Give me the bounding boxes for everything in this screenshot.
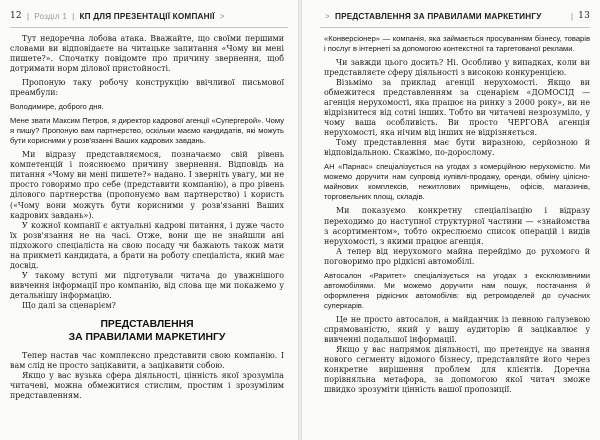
left-running-header (10, 6, 288, 26)
paragraph: Ми відразу представляємося, позначаємо свій рівень компетенцій і пояснюємо причину звернення. Відповідь на питання «Чому ви мені пишете?» надано. І зверніть увагу, ми не просто говоримо про себе (представити компанію), а про рівень ділового партнерства (пропонуємо вам партнерство) і користь («Чому вони можуть бути корисними у розв'язанні Ваших кадрових завдань»). (10, 150, 284, 220)
paragraph: Ми показуємо конкретну спеціалізацію і відразу переходимо до наступної структурної частини — «знайомства з асортиментом», тобто окреслюємо список операцій і видів нерухомості, з якими працює агенція. (324, 206, 590, 246)
paragraph: У такому вступі ми підготували читача до уважнішого вивчення інформації про компанію, від слова ще ми покажемо у детальнішу інформацію. (10, 270, 284, 300)
left-page-body (10, 34, 284, 401)
right-page-body (324, 34, 590, 395)
section-heading-line: ПРЕДСТАВЛЕННЯ (100, 319, 194, 331)
paragraph: А тепер від нерухомого майна перейдімо до рухомого й поговоримо про рідкісні автомобілі. (324, 246, 590, 266)
header-separator: | (26, 11, 30, 21)
paragraph: Якщо у вас вузька сфера діяльності, цінність якої зрозуміла читачеві, можна обмежитися стислим, простим і зрозумілим представленням. (10, 371, 284, 401)
paragraph: Що далі за сценарієм? (22, 300, 116, 310)
example-company-text: «Конверсіонер» — компанія, яка займається просуванням бізнесу, товарів і послуг в інтернеті за допомогою контекстної та таргетованої реклами. (324, 34, 590, 53)
example-letter-text: Мене звати Максим Петров, я директор кадрової агенції «Супергерой». Чому я пишу? Пропоную вам партнерство, оскільки маємо кандидатів, які можуть бути корисними у розв'язанні Ваших кадрових завдань. (10, 116, 284, 146)
paragraph: Тому представлення має бути виразною, серйозною й відповідальною. Скажімо, по-дорослому. (324, 138, 590, 158)
paragraph: Візьмімо за приклад агенції нерухомості. Якщо ви обмежитеся представленням за сценарієм «ДОМОСІД — агенція нерухомості, яка працює на ринку з 2000 року», ви не відрізнитеся від сотні інших. Тобто ви читачеві незрозуміло, у чому ваша особливість. Ви просто ЧЕРГОВА агенція нерухомості, яка нічим від інших не відрізняється. (324, 78, 590, 138)
header-separator: | (72, 11, 75, 21)
paragraph: Тут недоречна лобова атака. Вважайте, що своїми першими словами ви відповідаєте на читацьке запитання «Чому ви мені пишете?». Спочатку повідомте про причину звернення, щоб дотримати норм ділової пристойності. (10, 34, 284, 74)
paragraph: Це не просто автосалон, а майданчик із певною галузевою спрямованістю, який у вашу аудиторію й зацікавлює у вивченні подальшої інформації. (324, 314, 590, 344)
header-separator: | (570, 11, 574, 21)
paragraph: Якщо у вас напрямок діяльності, що претендує на звання нового сегменту відомого бізнесу, представляйте його через конкретне вирішення проблем для клієнтів. Доречна порівняльна метафора, за допомогою якої читач зможе швидко зрозуміти цінність вашої пропозиції. (324, 344, 590, 395)
section-heading (10, 319, 284, 344)
right-chapter-title: ПРЕДСТАВЛЕННЯ ЗА ПРАВИЛАМИ МАРКЕТИНГУ (334, 11, 542, 21)
left-header-rule (10, 27, 288, 28)
right-running-header (320, 6, 590, 26)
example-company-text: Автосалон «Раритет» спеціалізується на угодах з ексклюзивними автомобілями. Ми можемо доручити нам пошук, постачання й оформлення рідкісних автомобілів: від ретромоделей до сучасних суперкарів. (324, 270, 590, 310)
right-page-number: 13 (578, 11, 590, 21)
paragraph: Пропоную таку робочу конструкцію ввічливої письмової преамбули: (10, 78, 284, 98)
section-heading-line: ЗА ПРАВИЛАМИ МАРКЕТИНГУ (68, 331, 226, 343)
header-arrow: > (325, 11, 330, 21)
example-company-text: АН «Парнас» спеціалізується на угодах з комерційною нерухомістю. Ми можемо доручити нам супровід купівлі-продажу, оренди, обміну цілісно-майнових комплексів, нежитлових приміщень, офісів, магазинів, торговельних площ, складів. (324, 162, 590, 202)
right-page (302, 0, 600, 440)
left-page (0, 0, 298, 440)
example-salutation: Володимире, доброго дня. (10, 102, 104, 112)
left-section-label: Розділ 1 (34, 11, 68, 21)
paragraph: Чи завжди цього досить? Ні. Особливо у випадках, коли ви представляєте сферу діяльності з високою конкуренцією. (324, 58, 590, 78)
header-arrow: > (219, 11, 225, 21)
right-header-rule (320, 27, 590, 28)
left-chapter-title: КП ДЛЯ ПРЕЗЕНТАЦІЇ КОМПАНІЇ (79, 11, 215, 21)
left-page-number: 12 (10, 11, 22, 21)
paragraph: У кожної компанії є актуальні кадрові питання, і дуже часто їх розв'язання не на часі. Отже, вони ще не знайшли ані підхожого спеціаліста на свою посаду чи бажають також мати на прикметі кандидата, а брати на роботу спеціаліста, який має досвід. (10, 220, 284, 270)
paragraph: Тепер настав час комплексно представити свою компанію. І вам слід не просто зацікавити, а зацікавити собою. (10, 351, 284, 371)
